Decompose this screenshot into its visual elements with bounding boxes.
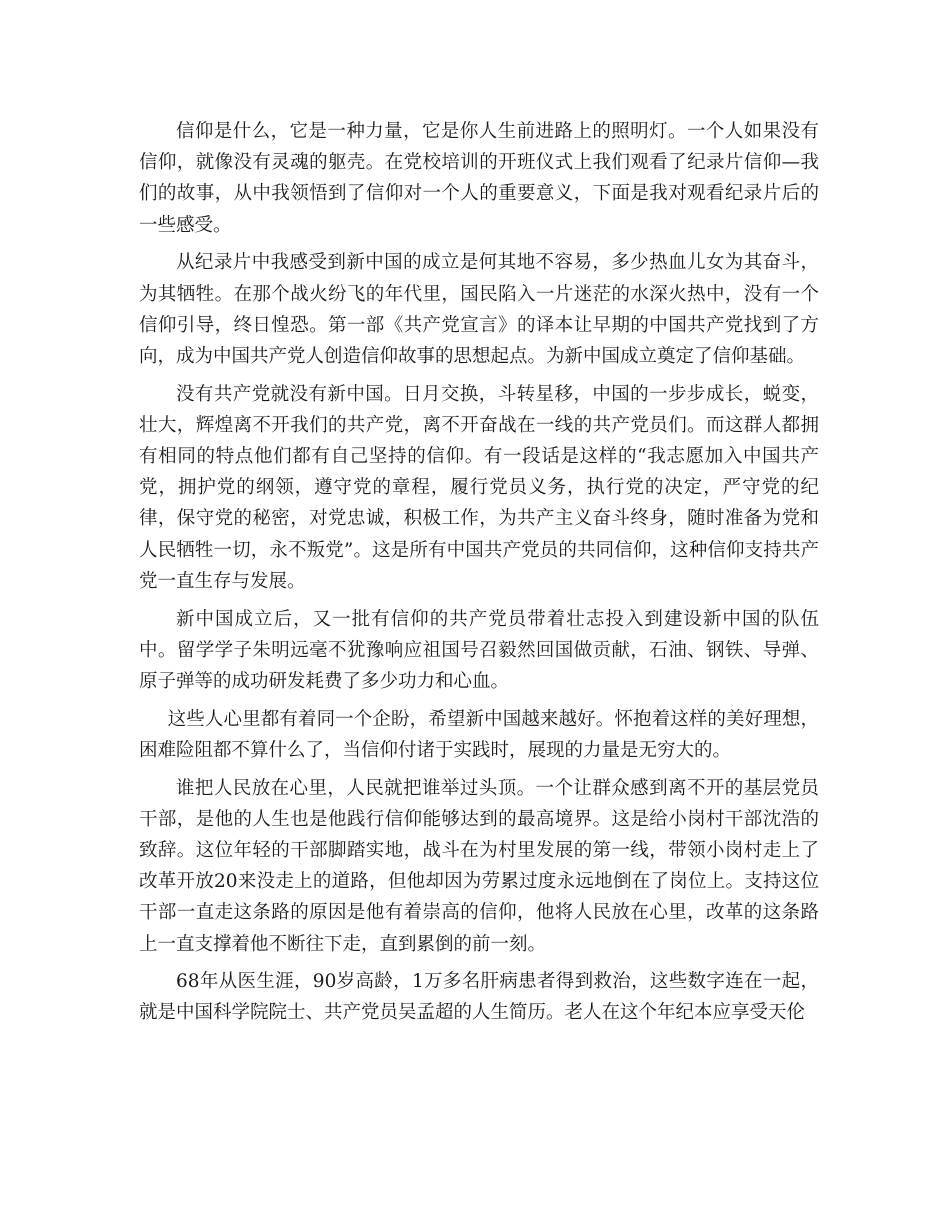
paragraph-5: 这些人心里都有着同一个企盼，希望新中国越来越好。怀抱着这样的美好理想，困难险阻都不算什么了，当信仰付诸于实践时，展现的力量是无穷大的。	[139, 708, 819, 761]
paragraph-7: 68年从医生涯，90岁高龄，1万多名肝病患者得到救治，这些数字连在一起，就是中国科学院院士、共产党员吴孟超的人生简历。老人在这个年纪本应享受天伦	[139, 971, 819, 1024]
paragraph-3: 没有共产党就没有新中国。日月交换，斗转星移，中国的一步步成长，蜕变，壮大，辉煌离不开我们的共产党，离不开奋战在一线的共产党员们。而这群人都拥有相同的特点他们都有自己坚持的信仰。有一段话是这样的“我志愿加入中国共产党，拥护党的纲领，遵守党的章程，履行党员义务，执行党的决定，严守党的纪律，保守党的秘密，对党忠诚，积极工作，为共产主义奋斗终身，随时准备为党和人民牺牲一切，永不叛党”。这是所有中国共产党员的共同信仰，这种信仰支持共产党一直生存与发展。	[139, 383, 819, 592]
paragraph-2: 从纪录片中我感受到新中国的成立是何其地不容易，多少热血儿女为其奋斗，为其牺牲。在那个战火纷飞的年代里，国民陷入一片迷茫的水深火热中，没有一个信仰引导，终日惶恐。第一部《共产党宣言》的译本让早期的中国共产党找到了方向，成为中国共产党人创造信仰故事的思想起点。为新中国成立奠定了信仰基础。	[139, 252, 819, 367]
document-body	[139, 116, 819, 1035]
paragraph-4: 新中国成立后，又一批有信仰的共产党员带着壮志投入到建设新中国的队伍中。留学学子朱明远毫不犹豫响应祖国号召毅然回国做贡献，石油、钢铁、导弹、原子弹等的成功研发耗费了多少功力和心血。	[139, 608, 819, 692]
paragraph-6: 谁把人民放在心里，人民就把谁举过头顶。一个让群众感到离不开的基层党员干部，是他的人生也是他践行信仰能够达到的最高境界。这是给小岗村干部沈浩的致辞。这位年轻的干部脚踏实地，战斗在为村里发展的第一线，带领小岗村走上了改革开放20来没走上的道路，但他却因为劳累过度永远地倒在了岗位上。支持这位干部一直走这条路的原因是他有着崇高的信仰，他将人民放在心里，改革的这条路上一直支撑着他不断往下走，直到累倒的前一刻。	[139, 777, 819, 955]
paragraph-1: 信仰是什么，它是一种力量，它是你人生前进路上的照明灯。一个人如果没有信仰，就像没有灵魂的躯壳。在党校培训的开班仪式上我们观看了纪录片信仰—我们的故事，从中我领悟到了信仰对一个人的重要意义，下面是我对观看纪录片后的一些感受。	[139, 121, 819, 236]
